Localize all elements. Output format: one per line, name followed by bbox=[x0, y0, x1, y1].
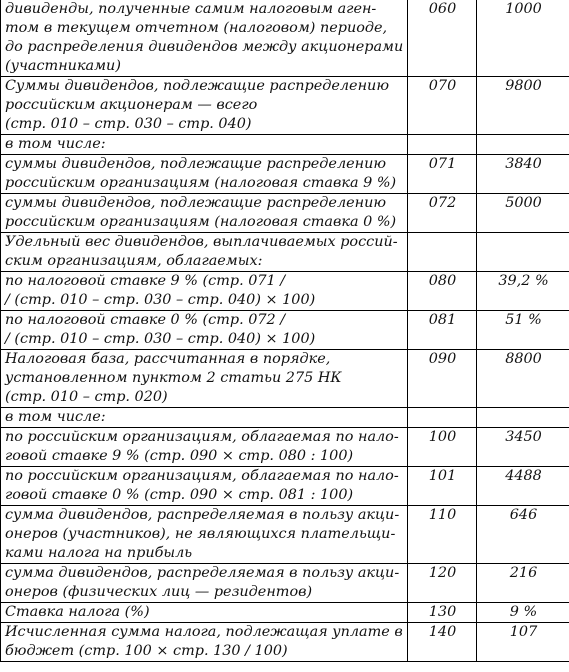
row-code: 140 bbox=[408, 623, 477, 662]
row-value: 646 bbox=[477, 506, 569, 564]
row-code: 080 bbox=[408, 272, 477, 311]
row-code: 120 bbox=[408, 564, 477, 603]
row-value bbox=[477, 135, 569, 155]
row-code: 090 bbox=[408, 350, 477, 408]
table-row bbox=[1, 428, 569, 467]
row-description: сумма дивидендов, распределяемая в пользу акци- онеров (физических лиц — резидентов) bbox=[1, 564, 408, 603]
table-body bbox=[1, 0, 569, 662]
row-description: Суммы дивидендов, подлежащие распределению российским акционерам — всего (стр. 010 – стр. 030 – стр. 040) bbox=[1, 77, 408, 135]
row-value: 3840 bbox=[477, 155, 569, 194]
table-row bbox=[1, 0, 569, 77]
row-value: 4488 bbox=[477, 467, 569, 506]
row-code: 071 bbox=[408, 155, 477, 194]
row-code: 110 bbox=[408, 506, 477, 564]
row-code: 130 bbox=[408, 603, 477, 623]
table-row bbox=[1, 623, 569, 662]
row-description: суммы дивидендов, подлежащие распределению российским организациям (налоговая ставка 0 %) bbox=[1, 194, 408, 233]
row-code bbox=[408, 135, 477, 155]
row-value: 51 % bbox=[477, 311, 569, 350]
row-value: 8800 bbox=[477, 350, 569, 408]
row-value: 216 bbox=[477, 564, 569, 603]
row-value: 107 bbox=[477, 623, 569, 662]
row-value: 39,2 % bbox=[477, 272, 569, 311]
row-value bbox=[477, 233, 569, 272]
row-description: Исчисленная сумма налога, подлежащая уплате в бюджет (стр. 100 × стр. 130 / 100) bbox=[1, 623, 408, 662]
table-row bbox=[1, 506, 569, 564]
row-description: по российским организациям, облагаемая по нало- говой ставке 9 % (стр. 090 × стр. 080 : 100) bbox=[1, 428, 408, 467]
row-code: 100 bbox=[408, 428, 477, 467]
table-row bbox=[1, 272, 569, 311]
row-description: суммы дивидендов, подлежащие распределению российским организациям (налоговая ставка 9 %) bbox=[1, 155, 408, 194]
row-description: в том числе: bbox=[1, 408, 408, 428]
row-description: по налоговой ставке 0 % (стр. 072 / / (стр. 010 – стр. 030 – стр. 040) × 100) bbox=[1, 311, 408, 350]
table-row bbox=[1, 311, 569, 350]
row-description: Ставка налога (%) bbox=[1, 603, 408, 623]
row-value: 9 % bbox=[477, 603, 569, 623]
table-row bbox=[1, 77, 569, 135]
table-row bbox=[1, 603, 569, 623]
row-description: Удельный вес дивидендов, выплачиваемых россий- ским организациям, облагаемых: bbox=[1, 233, 408, 272]
row-description: по налоговой ставке 9 % (стр. 071 / / (стр. 010 – стр. 030 – стр. 040) × 100) bbox=[1, 272, 408, 311]
row-description: Налоговая база, рассчитанная в порядке, установленном пунктом 2 статьи 275 НК (стр. 010 – стр. 020) bbox=[1, 350, 408, 408]
table-row bbox=[1, 564, 569, 603]
row-code: 072 bbox=[408, 194, 477, 233]
row-code: 101 bbox=[408, 467, 477, 506]
row-value: 1000 bbox=[477, 0, 569, 77]
row-value: 5000 bbox=[477, 194, 569, 233]
row-code: 060 bbox=[408, 0, 477, 77]
row-description: по российским организациям, облагаемая по нало- говой ставке 0 % (стр. 090 × стр. 081 : 100) bbox=[1, 467, 408, 506]
table-row bbox=[1, 135, 569, 155]
table-row bbox=[1, 233, 569, 272]
row-value: 9800 bbox=[477, 77, 569, 135]
table-row bbox=[1, 194, 569, 233]
row-code bbox=[408, 408, 477, 428]
row-description: в том числе: bbox=[1, 135, 408, 155]
row-value: 3450 bbox=[477, 428, 569, 467]
table-row bbox=[1, 467, 569, 506]
row-description: дивиденды, полученные самим налоговым аген- том в текущем отчетном (налоговом) периоде, до распределения дивидендов между акционерами (участниками) bbox=[1, 0, 408, 77]
row-code: 070 bbox=[408, 77, 477, 135]
table-row bbox=[1, 408, 569, 428]
row-code bbox=[408, 233, 477, 272]
row-description: сумма дивидендов, распределяемая в пользу акци- онеров (участников), не являющихся плательщи- ками налога на прибыль bbox=[1, 506, 408, 564]
table-row bbox=[1, 350, 569, 408]
table-row bbox=[1, 155, 569, 194]
row-code: 081 bbox=[408, 311, 477, 350]
row-value bbox=[477, 408, 569, 428]
